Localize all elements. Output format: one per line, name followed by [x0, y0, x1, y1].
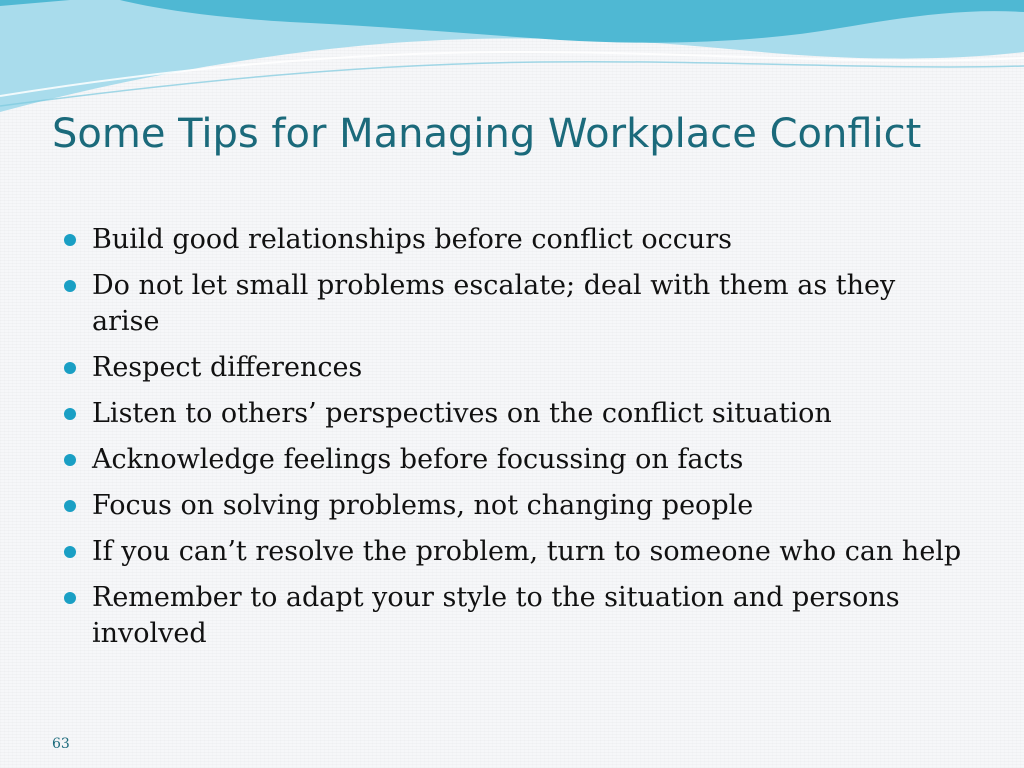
- bullet-text: Listen to others’ perspectives on the conflict situation: [92, 398, 832, 429]
- bullet-dot-icon: [64, 234, 76, 246]
- bullet-item: [64, 534, 969, 570]
- bullet-text: Do not let small problems escalate; deal with them as they arise: [92, 270, 896, 337]
- bullet-text: Remember to adapt your style to the situation and persons involved: [92, 582, 900, 649]
- page-number: 63: [52, 736, 70, 752]
- bullet-dot-icon: [64, 454, 76, 466]
- bullet-text: Respect differences: [92, 352, 363, 383]
- bullet-text: If you can’t resolve the problem, turn to someone who can help: [92, 536, 962, 567]
- bullet-dot-icon: [64, 500, 76, 512]
- bullet-dot-icon: [64, 362, 76, 374]
- bullet-dot-icon: [64, 546, 76, 558]
- bullet-text: Acknowledge feelings before focussing on facts: [92, 444, 744, 475]
- bullet-text: Focus on solving problems, not changing people: [92, 490, 754, 521]
- bullet-item: [64, 396, 969, 432]
- slide-title: Some Tips for Managing Workplace Conflict: [52, 111, 922, 157]
- bullet-item: [64, 268, 969, 340]
- bullet-dot-icon: [64, 592, 76, 604]
- bullet-dot-icon: [64, 408, 76, 420]
- bullet-text: Build good relationships before conflict occurs: [92, 224, 732, 255]
- bullet-item: [64, 222, 969, 258]
- bullet-item: [64, 580, 969, 652]
- bullet-item: [64, 350, 969, 386]
- bullet-item: [64, 442, 969, 478]
- bullet-item: [64, 488, 969, 524]
- bullet-list: [64, 222, 969, 662]
- bullet-dot-icon: [64, 280, 76, 292]
